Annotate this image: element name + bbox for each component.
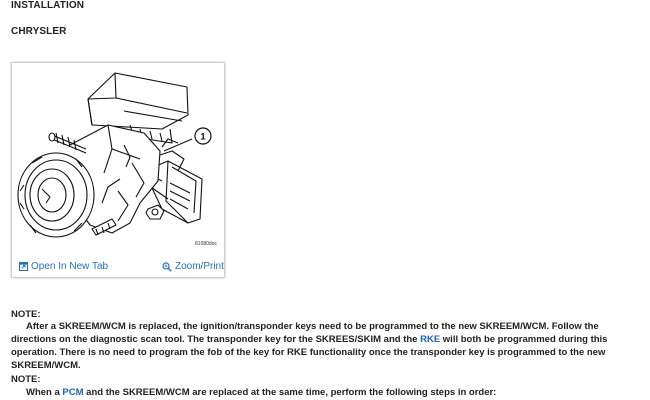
figure-panel	[11, 62, 225, 278]
note-1-text-b: will both be programmed during this operation. There is no need to program the fob of the key for RKE functionality once the transponder key is programmed to the new SKREEM/WCM.	[11, 334, 608, 371]
note-1-text-a: After a SKREEM/WCM is replaced, the ignition/transponder keys need to be programmed to the new SKREEM/WCM. Follow the directions on the diagnostic scan tool. The transponder key for the SKREES/SKIM and the	[11, 321, 599, 345]
rke-link[interactable]: RKE	[420, 334, 441, 345]
note-paragraph-2	[11, 386, 639, 399]
zoom-magnifier-icon	[162, 262, 172, 272]
ignition-switch-illustration	[12, 63, 224, 255]
manufacturer-heading: CHRYSLER	[11, 26, 67, 37]
open-in-new-tab-label: Open In New Tab	[31, 261, 109, 272]
section-heading: INSTALLATION	[11, 0, 85, 11]
figure-toolbar	[12, 256, 224, 277]
note-label-2: NOTE:	[11, 374, 41, 385]
note-label-1: NOTE:	[11, 309, 41, 320]
zoom-print-label: Zoom/Print	[175, 261, 224, 272]
open-in-new-tab-link[interactable]	[19, 261, 108, 272]
note-2-text-a: When a	[26, 387, 63, 398]
zoom-print-link[interactable]	[162, 261, 224, 272]
pcm-link[interactable]: PCM	[62, 387, 84, 398]
new-tab-icon	[19, 262, 28, 271]
note-paragraph-1	[11, 320, 639, 372]
note-2-text-b: and the SKREEM/WCM are replaced at the same time, perform the following steps in order:	[83, 387, 497, 398]
figure-code: 81080doc	[195, 241, 217, 247]
callout-number: 1	[200, 131, 206, 143]
